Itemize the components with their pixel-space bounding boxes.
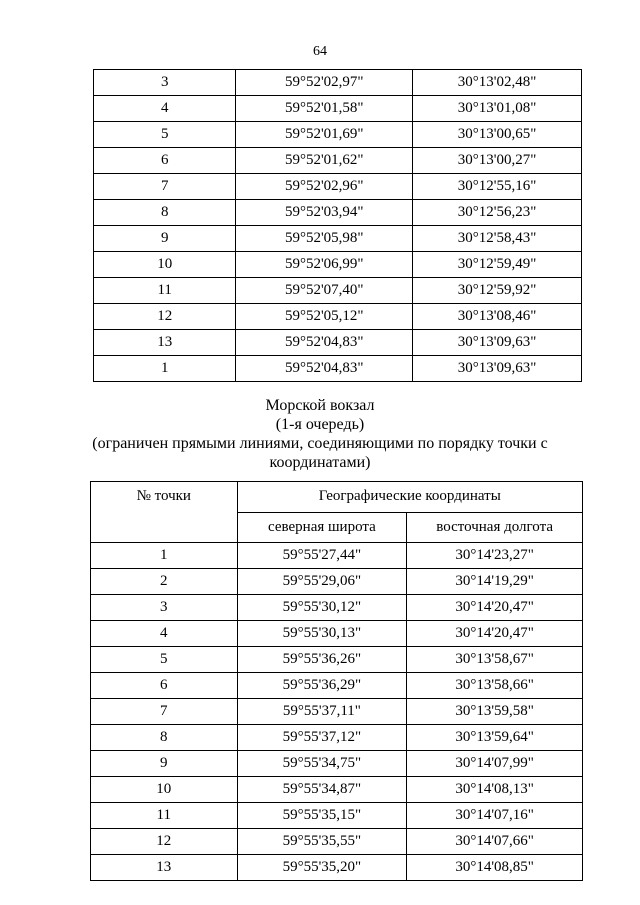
coordinates-table-top (93, 69, 582, 382)
table-row (91, 699, 583, 725)
latitude-cell: 59°52'02,96" (236, 174, 413, 200)
latitude-cell: 59°55'35,55" (237, 829, 407, 855)
longitude-cell: 30°14'08,13" (407, 777, 583, 803)
longitude-cell: 30°12'56,23" (413, 200, 582, 226)
longitude-cell: 30°14'07,16" (407, 803, 583, 829)
longitude-cell: 30°13'01,08" (413, 96, 582, 122)
longitude-cell: 30°13'09,63" (413, 330, 582, 356)
longitude-cell: 30°13'08,46" (413, 304, 582, 330)
table-row (91, 829, 583, 855)
latitude-cell: 59°52'03,94" (236, 200, 413, 226)
latitude-cell: 59°52'01,62" (236, 148, 413, 174)
coordinates-table-bottom (90, 481, 583, 881)
point-number-cell: 6 (94, 148, 236, 174)
longitude-cell: 30°13'59,58" (407, 699, 583, 725)
page-number: 64 (313, 44, 327, 59)
latitude-cell: 59°55'35,20" (237, 855, 407, 881)
latitude-cell: 59°55'36,29" (237, 673, 407, 699)
point-number-cell: 7 (91, 699, 238, 725)
header-point-number: № точки (91, 482, 238, 543)
table-row (94, 330, 582, 356)
point-number-cell: 11 (94, 278, 236, 304)
point-number-cell: 9 (94, 226, 236, 252)
coordinates-table-top-body (94, 70, 582, 382)
latitude-cell: 59°55'29,06" (237, 569, 407, 595)
coordinates-table-bottom-body (91, 543, 583, 881)
latitude-cell: 59°55'34,87" (237, 777, 407, 803)
latitude-cell: 59°55'35,15" (237, 803, 407, 829)
point-number-cell: 3 (94, 70, 236, 96)
longitude-cell: 30°13'00,27" (413, 148, 582, 174)
latitude-cell: 59°52'07,40" (236, 278, 413, 304)
longitude-cell: 30°13'59,64" (407, 725, 583, 751)
table-row (91, 725, 583, 751)
point-number-cell: 13 (91, 855, 238, 881)
table-row (91, 855, 583, 881)
table-row (91, 777, 583, 803)
table-row (94, 252, 582, 278)
latitude-cell: 59°55'37,11" (237, 699, 407, 725)
point-number-cell: 5 (91, 647, 238, 673)
point-number-cell: 8 (91, 725, 238, 751)
longitude-cell: 30°12'58,43" (413, 226, 582, 252)
point-number-cell: 7 (94, 174, 236, 200)
header-geo-coordinates: Географические координаты (237, 482, 582, 513)
longitude-cell: 30°12'55,16" (413, 174, 582, 200)
point-number-cell: 10 (94, 252, 236, 278)
latitude-cell: 59°55'36,26" (237, 647, 407, 673)
point-number-cell: 6 (91, 673, 238, 699)
latitude-cell: 59°52'01,58" (236, 96, 413, 122)
point-number-cell: 3 (91, 595, 238, 621)
latitude-cell: 59°55'34,75" (237, 751, 407, 777)
longitude-cell: 30°13'58,66" (407, 673, 583, 699)
latitude-cell: 59°52'06,99" (236, 252, 413, 278)
longitude-cell: 30°12'59,49" (413, 252, 582, 278)
longitude-cell: 30°14'20,47" (407, 595, 583, 621)
table-row (94, 148, 582, 174)
point-number-cell: 5 (94, 122, 236, 148)
section-subtitle: (1-я очередь) (275, 416, 365, 433)
table-row (94, 70, 582, 96)
point-number-cell: 2 (91, 569, 238, 595)
longitude-cell: 30°12'59,92" (413, 278, 582, 304)
point-number-cell: 11 (91, 803, 238, 829)
latitude-cell: 59°52'01,69" (236, 122, 413, 148)
latitude-cell: 59°55'27,44" (237, 543, 407, 569)
latitude-cell: 59°52'02,97" (236, 70, 413, 96)
table-row (91, 595, 583, 621)
table-row (94, 122, 582, 148)
latitude-cell: 59°55'37,12" (237, 725, 407, 751)
point-number-cell: 10 (91, 777, 238, 803)
longitude-cell: 30°14'19,29" (407, 569, 583, 595)
table-row (94, 304, 582, 330)
latitude-cell: 59°52'04,83" (236, 356, 413, 382)
table-row (91, 803, 583, 829)
longitude-cell: 30°13'00,65" (413, 122, 582, 148)
latitude-cell: 59°52'05,12" (236, 304, 413, 330)
point-number-cell: 4 (91, 621, 238, 647)
header-longitude: восточная долгота (407, 512, 583, 543)
section-description-line1: (ограничен прямыми линиями, соединяющими по порядку точки с (92, 435, 548, 452)
latitude-cell: 59°55'30,12" (237, 595, 407, 621)
longitude-cell: 30°14'07,66" (407, 829, 583, 855)
table-row (94, 96, 582, 122)
coordinates-table-bottom-header (91, 482, 583, 543)
table-row (94, 278, 582, 304)
header-latitude: северная широта (237, 512, 407, 543)
longitude-cell: 30°14'23,27" (407, 543, 583, 569)
point-number-cell: 13 (94, 330, 236, 356)
section-heading (0, 396, 640, 472)
longitude-cell: 30°14'08,85" (407, 855, 583, 881)
table-row (91, 751, 583, 777)
latitude-cell: 59°52'04,83" (236, 330, 413, 356)
longitude-cell: 30°13'58,67" (407, 647, 583, 673)
point-number-cell: 8 (94, 200, 236, 226)
table-row (91, 621, 583, 647)
table-row (91, 673, 583, 699)
table-row (94, 226, 582, 252)
longitude-cell: 30°14'07,99" (407, 751, 583, 777)
table-row (94, 200, 582, 226)
point-number-cell: 1 (91, 543, 238, 569)
longitude-cell: 30°13'02,48" (413, 70, 582, 96)
point-number-cell: 9 (91, 751, 238, 777)
section-description-line2: координатами) (269, 454, 371, 471)
header-row (91, 482, 583, 513)
table-row (94, 174, 582, 200)
table-row (91, 543, 583, 569)
point-number-cell: 4 (94, 96, 236, 122)
table-row (91, 647, 583, 673)
point-number-cell: 1 (94, 356, 236, 382)
latitude-cell: 59°55'30,13" (237, 621, 407, 647)
point-number-cell: 12 (91, 829, 238, 855)
point-number-cell: 12 (94, 304, 236, 330)
latitude-cell: 59°52'05,98" (236, 226, 413, 252)
table-row (91, 569, 583, 595)
table-row (94, 356, 582, 382)
longitude-cell: 30°13'09,63" (413, 356, 582, 382)
section-title: Морской вокзал (265, 397, 375, 414)
longitude-cell: 30°14'20,47" (407, 621, 583, 647)
